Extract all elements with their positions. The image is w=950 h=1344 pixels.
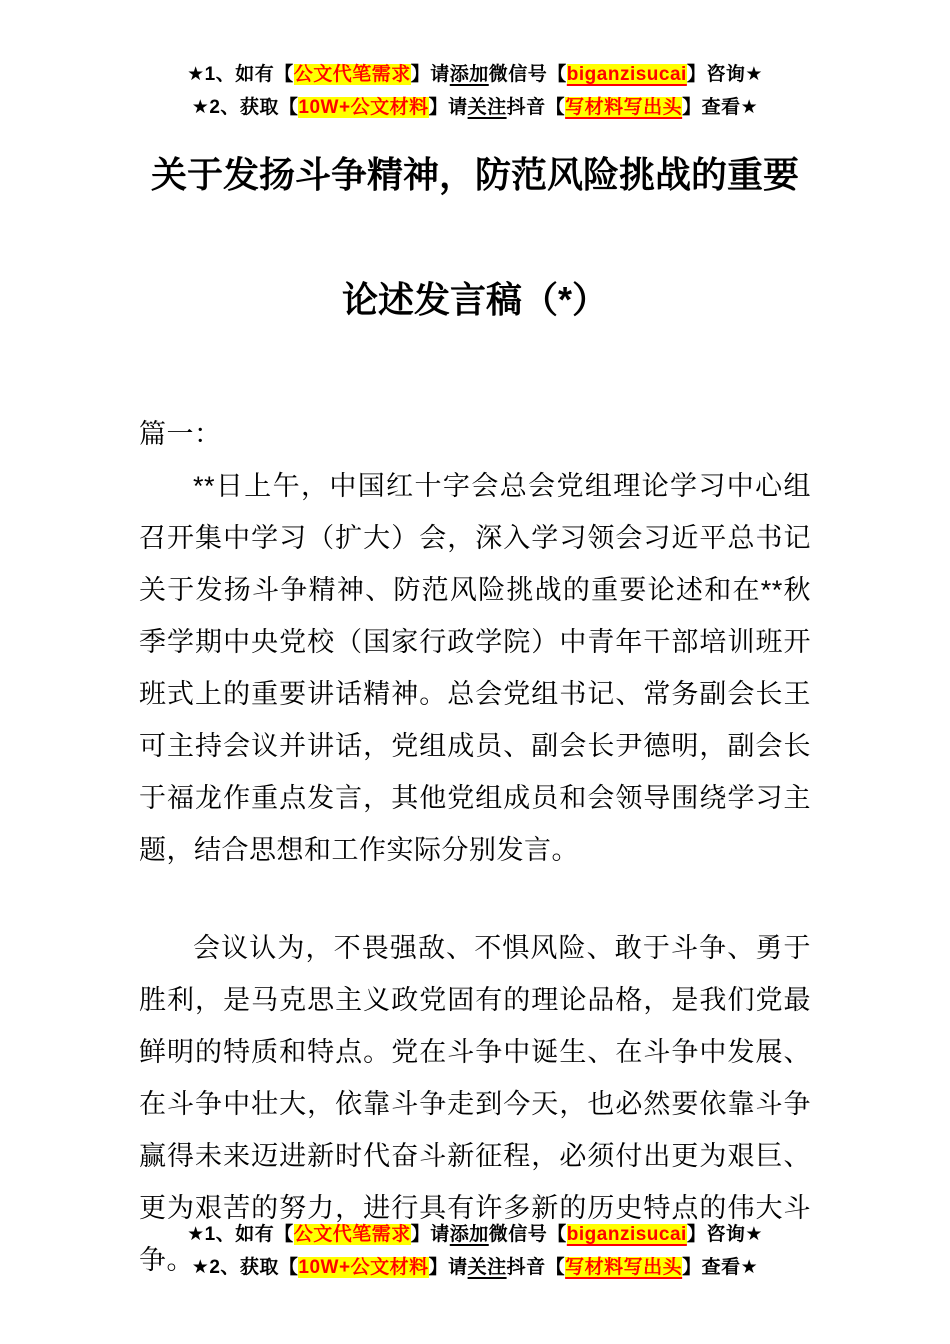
notice-segment: 】请 (428, 97, 468, 118)
document-title-line-1: 关于发扬斗争精神，防范风险挑战的重要 (150, 154, 799, 195)
notice-segment: 写材料写出头 (565, 1257, 683, 1278)
notice-segment: 公文代笔需求 (293, 64, 411, 85)
notice-segment: 】查看★ (682, 97, 759, 118)
notice-segment: 】咨询★ (686, 64, 763, 85)
footer-notice (0, 1218, 950, 1284)
notice-segment: biganzisucai (566, 64, 687, 85)
notice-segment: 抖音【 (506, 97, 566, 118)
notice-segment: ★2、获取【 (191, 97, 299, 118)
notice-segment: 微信号【 (488, 1224, 567, 1245)
notice-segment: 】请 (410, 64, 450, 85)
notice-segment: ★2、获取【 (191, 1257, 299, 1278)
body-paragraph-2: 会议认为，不畏强敌、不惧风险、敢于斗争、勇于胜利，是马克思主义政党固有的理论品格，是我们党最鲜明的特质和特点。党在斗争中诞生、在斗争中发展、在斗争中壮大，依靠斗争走到今天，也必然要依靠斗争赢得未来迈进新时代奋斗新征程，必须付出更为艰巨、更为艰苦的努力，进行具有许多新的历史特点的伟大斗争。 (139, 933, 811, 1275)
header-notice-line-1 (0, 58, 950, 91)
notice-segment: 微信号【 (488, 64, 567, 85)
document-title (0, 112, 950, 362)
footer-notice-line-1 (0, 1218, 950, 1251)
notice-segment: 】请 (410, 1224, 450, 1245)
notice-segment: biganzisucai (566, 1224, 687, 1245)
document-title-line-2: 论述发言稿（*） (341, 279, 608, 320)
notice-segment: ★1、如有【 (187, 1224, 294, 1245)
notice-segment: 添加 (449, 1224, 489, 1245)
notice-segment: 公文代笔需求 (293, 1224, 411, 1245)
notice-segment: 】请 (428, 1257, 468, 1278)
notice-segment: 】查看★ (682, 1257, 759, 1278)
body-paragraph-1: **日上午，中国红十字会总会党组理论学习中心组召开集中学习（扩大）会，深入学习领会习近平总书记关于发扬斗争精神、防范风险挑战的重要论述和在**秋季学期中央党校（国家行政学院）中青年干部培训班开班式上的重要讲话精神。总会党组书记、常务副会长王可主持会议并讲话，党组成员、副会长尹德明，副会长于福龙作重点发言，其他党组成员和会领导围绕学习主题，结合思想和工作实际分别发言。 (139, 471, 811, 865)
notice-segment: 10W+公文材料 (298, 1257, 429, 1278)
notice-segment: 关注 (467, 1257, 507, 1278)
notice-segment: 抖音【 (506, 1257, 566, 1278)
notice-segment: 10W+公文材料 (298, 97, 429, 118)
notice-segment: ★1、如有【 (187, 64, 294, 85)
notice-segment: 添加 (449, 64, 489, 85)
header-notice (0, 0, 950, 124)
notice-segment: 写材料写出头 (565, 97, 683, 118)
section-label: 篇一： (139, 419, 222, 449)
notice-segment: 】咨询★ (686, 1224, 763, 1245)
notice-segment: 关注 (467, 97, 507, 118)
document-body (139, 408, 811, 1286)
footer-notice-line-2 (0, 1251, 950, 1284)
